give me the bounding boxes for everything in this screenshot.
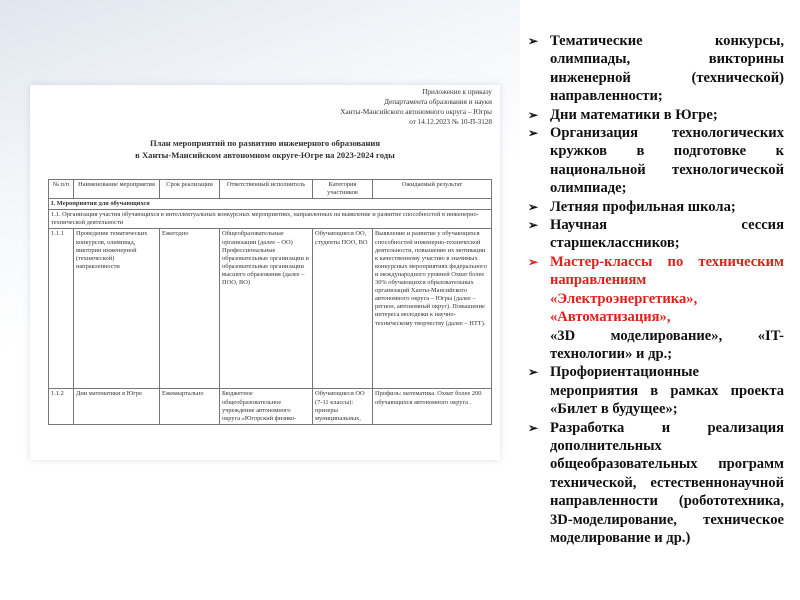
list-item-text: Разработка и реализация дополнительных общеобразовательных программ технической, естественнонаучной направленности (робототехника, 3D-моделирование, техническое моделирование и др.) (550, 419, 784, 546)
arrow-bullet-icon: ➢ (528, 254, 539, 269)
list-item-text: «3D моделирование», «IT-технологии» и др.; (550, 327, 784, 362)
cell: Ежегодно (160, 229, 220, 389)
arrow-bullet-icon: ➢ (528, 107, 539, 122)
cell: 1.1.2 (49, 389, 74, 424)
cell: Общеобразовательные организации (далее – ОО) Профессиональные образовательные организации и образовательные организации высшего образования (далее – ПОО, ВО) (220, 229, 313, 389)
list-item-text: Профориентационные мероприятия в рамках проекта «Билет в будущее»; (550, 364, 784, 418)
column-header: Ожидаемый результат (373, 180, 492, 199)
title-line: План мероприятий по развитию инженерного образования (149, 138, 381, 148)
table-row (49, 389, 492, 424)
cell: Бюджетное общеобразовательное учреждение автономного округа «Югорский физико- (220, 389, 313, 424)
arrow-bullet-icon: ➢ (528, 218, 539, 233)
cell: Проведение тематических конкурсов, олимпиад, викторин инженерной (технической) направленности (74, 229, 160, 389)
list-item-continuation (528, 327, 784, 364)
section-row: I. Мероприятия для обучающихся (49, 199, 492, 210)
subsection-row: 1.1. Организация участия обучающихся в интеллектуальных конкурсных мероприятиях, направленных на выявление и развитие способностей в инженерно-технической деятельности (49, 210, 492, 229)
list-item-highlighted (528, 253, 784, 327)
arrow-bullet-icon: ➢ (528, 365, 539, 380)
cell: Обучающиеся ОО, студенты ПОО, ВО (313, 229, 373, 389)
list-item-text: Летняя профильная школа; (550, 198, 736, 215)
document-header (340, 87, 492, 127)
list-item-text: Научная сессия старшеклассников; (550, 217, 784, 252)
list-item-text: Мастер-классы по техническим направлениям «Электроэнергетика», «Автоматизация», (550, 253, 784, 326)
list-item-text: Дни математики в Югре; (550, 106, 718, 123)
arrow-bullet-icon: ➢ (528, 126, 539, 141)
cell: Обучающиеся ОО (7-11 классы): призеры муниципальных, (313, 389, 373, 424)
list-item (528, 198, 784, 216)
cell: 1.1.1 (49, 229, 74, 389)
list-item (528, 363, 784, 418)
activities-list (528, 32, 784, 547)
list-item (528, 124, 784, 198)
header-line: от 14.12.2023 № 10-П-3128 (409, 118, 492, 126)
column-header: Категория участников (313, 180, 373, 199)
cell: Профиль: математика. Охват более 200 обучающихся автономного округа . (373, 389, 492, 424)
column-header: Срок реализации (160, 180, 220, 199)
table-header-row (49, 180, 492, 199)
arrow-bullet-icon: ➢ (528, 34, 539, 48)
list-item-text: Организация технологических кружков в подготовке к национальной технологической олимпиаде; (550, 125, 784, 197)
list-item-text: Тематические конкурсы, олимпиады, викторины инженерной (технической) направленности; (550, 33, 784, 105)
column-header: № п/п (49, 180, 74, 199)
title-line: в Ханты-Мансийском автономном округе-Югре на 2023-2024 годы (135, 150, 395, 160)
header-line: Ханты-Мансийского автономного округа – Югры (340, 108, 492, 116)
header-line: Приложение к приказу (422, 88, 492, 96)
document-title (30, 137, 500, 161)
column-header: Наименование мероприятия (74, 180, 160, 199)
list-item (528, 106, 784, 124)
list-item (528, 216, 784, 253)
document-image (30, 85, 500, 460)
plan-table (48, 179, 492, 425)
list-item (528, 32, 784, 106)
header-line: Департамента образования и науки (384, 98, 492, 106)
cell: Дни математики в Югре (74, 389, 160, 424)
arrow-bullet-icon: ➢ (528, 199, 539, 214)
list-item (528, 419, 784, 548)
cell: Выявление и развитие у обучающихся способностей инженерно-технической деятельности, повышение их мотивации к качественному участию в значимых конкурсных мероприятиях федерального и международного уровней Охват более 30% обучающихся образовательных организаций Ханты-Мансийского автономного округа – Югры (далее – регион, автономный округ). Повышение интереса молодежи к научно-техническому творчеству (далее – НТТ). (373, 229, 492, 389)
table-row (49, 229, 492, 389)
column-header: Ответственный исполнитель (220, 180, 313, 199)
arrow-bullet-icon: ➢ (528, 420, 539, 435)
cell: Ежеквартально (160, 389, 220, 424)
